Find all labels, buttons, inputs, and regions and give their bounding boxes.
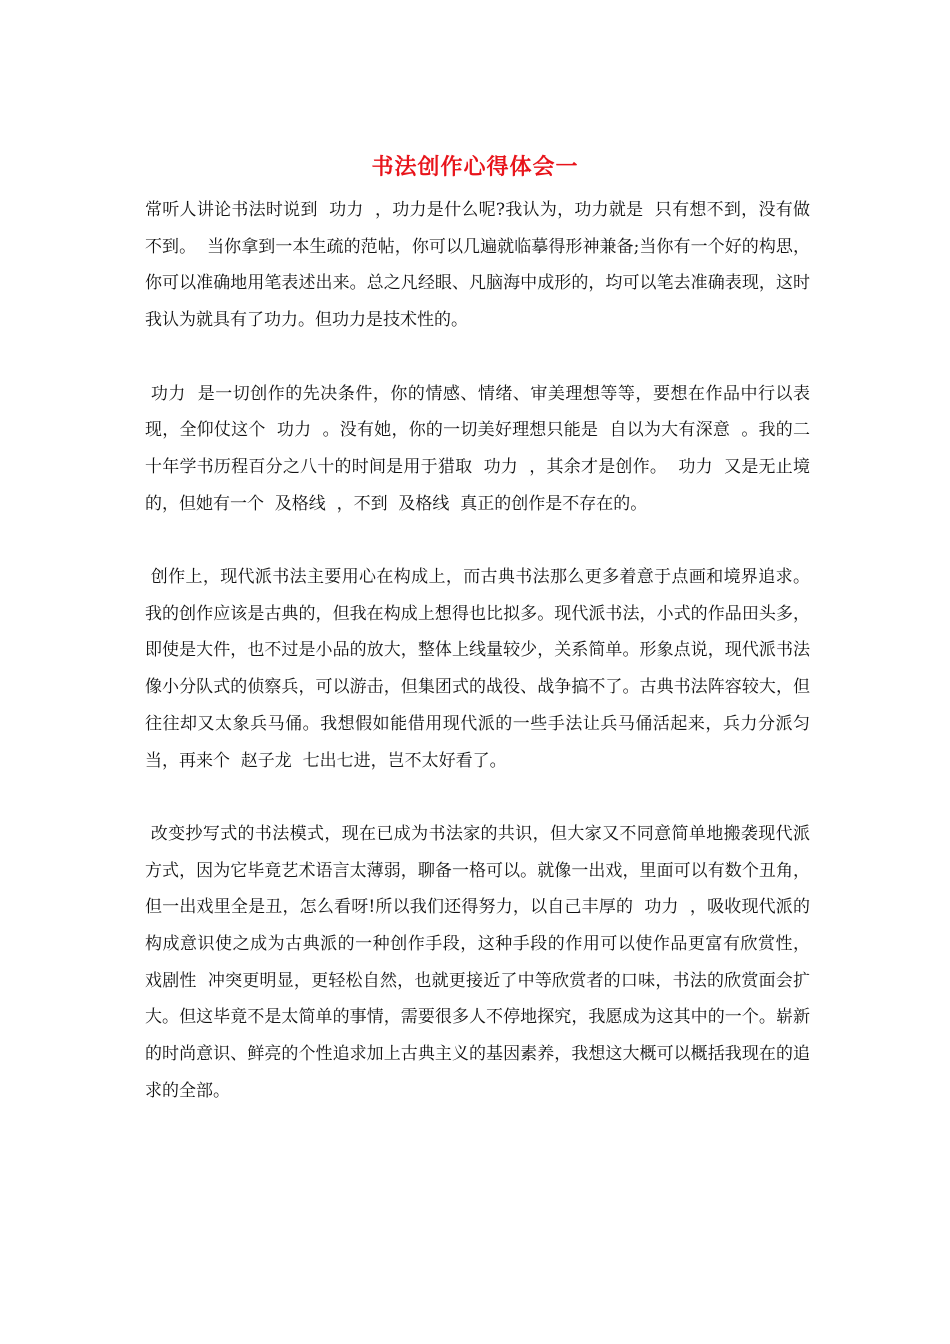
paragraph-4: 改变抄写式的书法模式，现在已成为书法家的共识，但大家又不同意简单地搬袭现代派方式，因为它毕竟艺术语言太薄弱，聊备一格可以。就像一出戏，里面可以有数个丑角，但一出戏里全是丑，怎么看呀!所以我们还得努力，以自己丰厚的 功力 ，吸收现代派的构成意识使之成为古典派的一种创作手段，这种手段的作用可以使作品更富有欣赏性， 戏剧性 冲突更明显，更轻松自然，也就更接近了中等欣赏者的口味，书法的欣赏面会扩大。但这毕竟不是太简单的事情，需要很多人不停地探究，我愿成为这其中的一个。崭新的时尚意识、鲜亮的个性追求加上古典主义的基因素养，我想这大概可以概括我现在的追求的全部。 <box>145 823 821 1101</box>
paragraph-1: 常听人讲论书法时说到 功力 ，功力是什么呢?我认为，功力就是 只有想不到，没有做不到。 当你拿到一本生疏的范帖，你可以几遍就临摹得形神兼备;当你有一个好的构思，你可以准确地用笔表述出来。总之凡经眼、凡脑海中成形的，均可以笔去准确表现，这时我认为就具有了功力。但功力是技术性的。 <box>145 200 810 331</box>
paragraph-2: 功力 是一切创作的先决条件，你的情感、情绪、审美理想等等，要想在作品中行以表现，全仰仗这个 功力 。没有她，你的一切美好理想只能是 自以为大有深意 。我的二十年学书历程百分之八十的时间是用于猎取 功力 ，其余才是创作。 功力 又是无止境的，但她有一个 及格线 ，不到 及格线 真正的创作是不存在的。 <box>145 383 811 514</box>
paragraph-3: 创作上，现代派书法主要用心在构成上，而古典书法那么更多着意于点画和境界追求。我的创作应该是古典的，但我在构成上想得也比拟多。现代派书法，小式的作品田头多，即使是大件，也不过是小品的放大，整体上线量较少，关系简单。形象点说，现代派书法像小分队式的侦察兵，可以游击，但集团式的战役、战争搞不了。古典书法阵容较大，但往往却又太象兵马俑。我想假如能借用现代派的一些手法让兵马俑活起来，兵力分派匀当，再来个 赵子龙 七出七进，岂不太好看了。 <box>145 567 810 771</box>
document-body <box>145 192 821 1110</box>
document-title: 书法创作心得体会一 <box>371 154 579 180</box>
